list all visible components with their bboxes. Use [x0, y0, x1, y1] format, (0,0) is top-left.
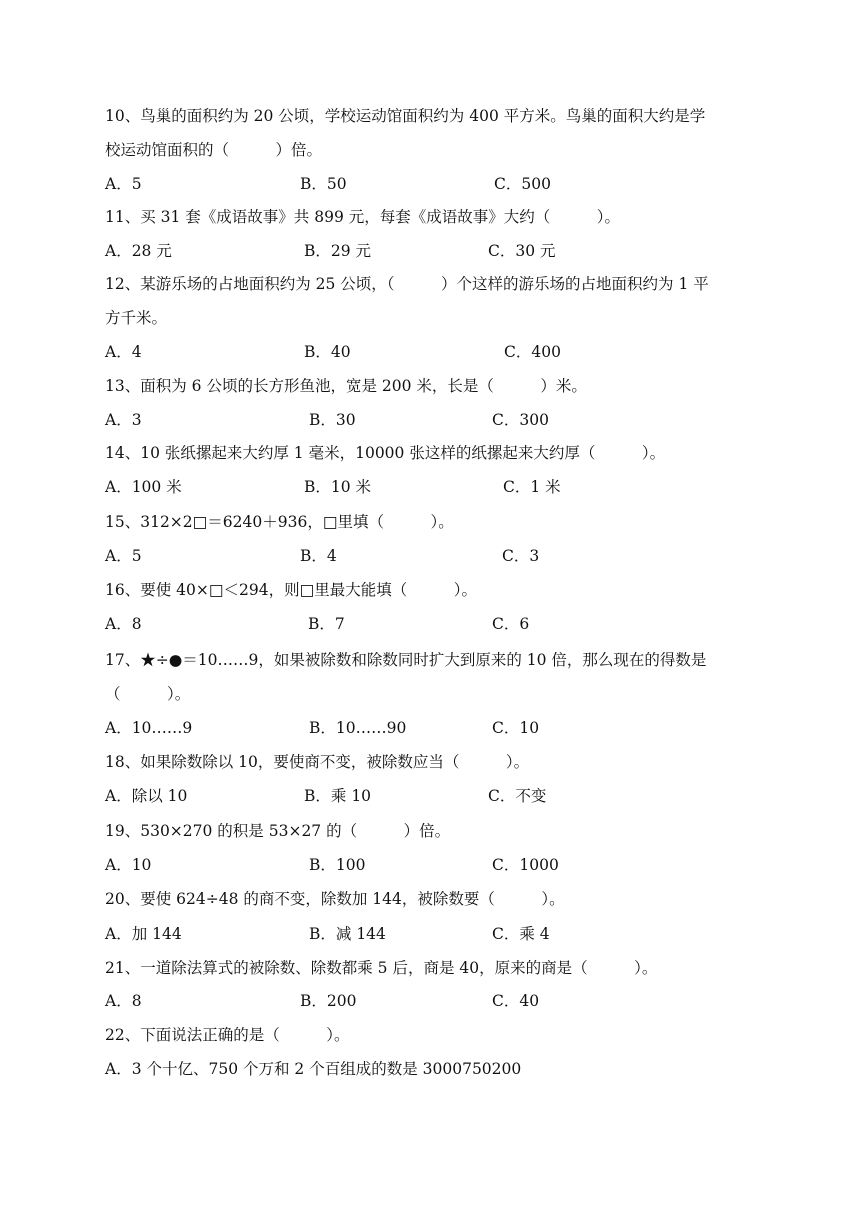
- question-18-option-c: C．不变: [488, 787, 547, 805]
- question-19-text: 19、530×270 的积是 53×27 的（ ）倍。: [105, 822, 451, 840]
- question-22-option-a: A．3 个十亿、750 个万和 2 个百组成的数是 3000750200: [105, 1060, 522, 1078]
- question-21-option-c: C．40: [492, 992, 540, 1010]
- question-16-option-a: A．8: [105, 615, 142, 633]
- question-13-option-a: A．3: [105, 411, 142, 429]
- question-11-option-b: B．29 元: [304, 242, 372, 260]
- question-17-option-c: C．10: [492, 719, 540, 737]
- question-20-option-c: C．乘 4: [492, 925, 550, 943]
- question-13-option-c: C．300: [492, 411, 549, 429]
- question-11-text: 11、买 31 套《成语故事》共 899 元，每套《成语故事》大约（ ）。: [105, 208, 620, 226]
- question-11-option-c: C．30 元: [488, 242, 556, 260]
- question-10-option-a: A．5: [105, 175, 142, 193]
- question-14-option-b: B．10 米: [304, 478, 372, 496]
- question-16-option-b: B．7: [308, 615, 345, 633]
- question-17-option-b: B．10……90: [309, 719, 407, 737]
- question-12-option-b: B．40: [304, 343, 351, 361]
- question-12-text: 12、某游乐场的占地面积约为 25 公顷，（ ）个这样的游乐场的占地面积约为 1 平: [105, 275, 709, 293]
- question-18-option-b: B．乘 10: [304, 787, 372, 805]
- question-12-option-c: C．400: [504, 343, 561, 361]
- question-20-option-a: A．加 144: [105, 925, 182, 943]
- question-21-text: 21、一道除法算式的被除数、除数都乘 5 后，商是 40，原来的商是（ ）。: [105, 959, 658, 977]
- question-16-option-c: C．6: [492, 615, 530, 633]
- question-15-text: 15、312×2□＝6240＋936，□里填（ ）。: [105, 513, 454, 531]
- question-11-option-a: A．28 元: [105, 242, 172, 260]
- question-10-text-cont: 校运动馆面积的（ ）倍。: [105, 141, 323, 159]
- question-21-option-b: B．200: [300, 992, 357, 1010]
- question-18-option-a: A．除以 10: [105, 787, 188, 805]
- question-14-option-c: C．1 米: [503, 478, 561, 496]
- question-19-option-a: A．10: [105, 856, 152, 874]
- question-15-option-a: A．5: [105, 547, 142, 565]
- question-18-text: 18、如果除数除以 10，要使商不变，被除数应当（ ）。: [105, 753, 530, 771]
- question-10-option-b: B．50: [300, 175, 347, 193]
- question-12-text-cont: 方千米。: [105, 309, 168, 327]
- question-14-option-a: A．100 米: [105, 478, 182, 496]
- question-22-text: 22、下面说法正确的是（ ）。: [105, 1026, 350, 1044]
- question-15-option-c: C．3: [502, 547, 540, 565]
- question-19-option-c: C．1000: [492, 856, 559, 874]
- question-10-text: 10、鸟巢的面积约为 20 公顷，学校运动馆面积约为 400 平方米。鸟巢的面积大约是学: [105, 107, 706, 125]
- question-21-option-a: A．8: [105, 992, 142, 1010]
- question-19-option-b: B．100: [309, 856, 366, 874]
- question-15-option-b: B．4: [300, 547, 337, 565]
- question-16-text: 16、要使 40×□＜294，则□里最大能填（ ）。: [105, 581, 477, 599]
- question-17-option-a: A．10……9: [105, 719, 193, 737]
- question-13-text: 13、面积为 6 公顷的长方形鱼池，宽是 200 米，长是（ ）米。: [105, 377, 587, 395]
- question-20-option-b: B．减 144: [309, 925, 386, 943]
- question-10-option-c: C．500: [494, 175, 551, 193]
- question-13-option-b: B．30: [309, 411, 356, 429]
- question-12-option-a: A．4: [105, 343, 142, 361]
- question-14-text: 14、10 张纸摞起来大约厚 1 毫米，10000 张这样的纸摞起来大约厚（ ）。: [105, 444, 666, 462]
- question-17-text: 17、★÷●＝10……9，如果被除数和除数同时扩大到原来的 10 倍，那么现在的得数是: [105, 651, 707, 669]
- question-17-text-cont: （ ）。: [105, 685, 191, 703]
- question-20-text: 20、要使 624÷48 的商不变，除数加 144，被除数要（ ）。: [105, 890, 565, 908]
